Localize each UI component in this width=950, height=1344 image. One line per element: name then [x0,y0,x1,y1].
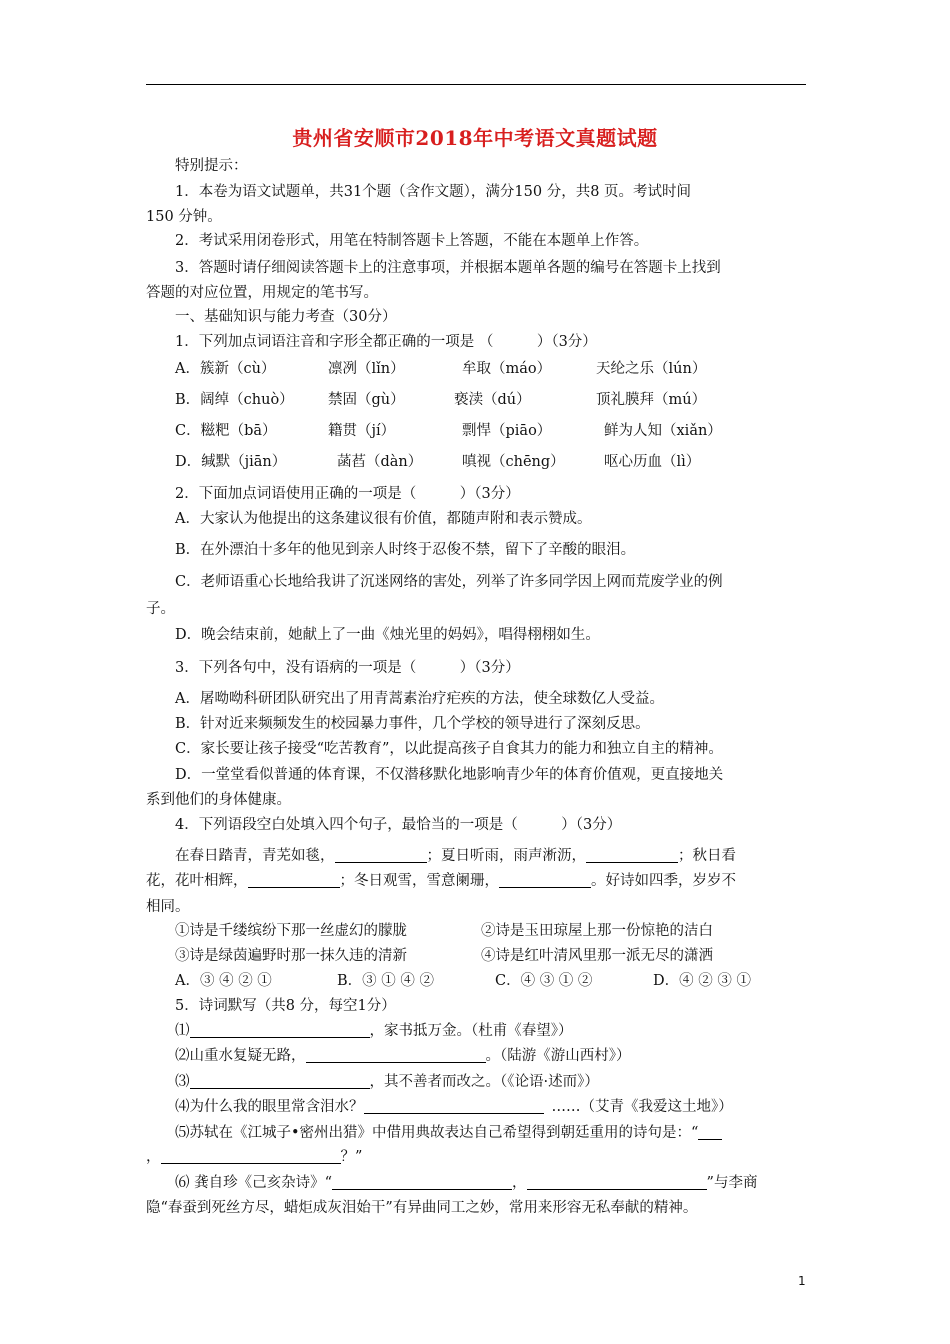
q3-option-d-1: D．一堂堂看似普通的体育课，不仅潜移默化地影响青少年的体育价值观，更直接地关 [175,767,724,783]
q5-line-3 [175,1073,599,1091]
notice-line-5: 答题的对应位置，用规定的笔书写。 [146,285,378,301]
answer-blank [190,1074,370,1089]
q5-number: ⑶ [175,1074,190,1090]
answer-blank [190,1023,370,1038]
q1-option-d-1: D．缄默（jiān） [175,454,287,470]
q1-option-b-1: B．阔绰（chuò） [175,392,294,408]
q1-option-c-1: C．糍粑（bā） [175,423,277,439]
q5-text: ，其不善者而改之。（《论语·述而》） [369,1074,599,1090]
q1-stem: 1．下列加点词语注音和字形全都正确的一项是 （ ）（3分） [175,334,597,350]
q1-option-d-2: 菡萏（dàn） [337,454,423,470]
answer-blank [306,1048,486,1063]
q2-option-d: D．晚会结束前，她献上了一曲《烛光里的妈妈》，唱得栩栩如生。 [175,627,600,643]
q1-option-c-4: 鲜为人知（xiǎn） [604,423,722,439]
q3-option-c: C．家长要让孩子接受“吃苦教育”，以此提高孩子自食其力的能力和独立自主的精神。 [175,741,723,757]
q1-option-a-2: 凛冽（lǐn） [328,361,405,377]
q4-sentence-2: ②诗是玉田琼屋上那一份惊艳的洁白 [481,923,713,939]
q3-option-b: B．针对近来频频发生的校园暴力事件，几个学校的领导进行了深刻反思。 [175,716,650,732]
q1-option-a-3: 牟取（máo） [462,361,552,377]
q1-option-a-1: A．簇新（cù） [175,361,276,377]
q2-option-a: A．大家认为他提出的这条建议很有价值，都随声附和表示赞成。 [175,511,592,527]
q5-line-2 [175,1047,631,1065]
q5-number: ⑴ [175,1023,190,1039]
q1-option-b-4: 顶礼膜拜（mú） [596,392,707,408]
q1-option-b-2: 禁固（gù） [328,392,405,408]
notice-line-2: 150 分钟。 [146,209,222,225]
notice-heading: 特别提示： [175,158,248,174]
q5-line-1 [175,1022,573,1040]
q4-text: ；夏日听雨，雨声淅沥， [426,848,586,864]
q3-option-a: A．屠呦呦科研团队研究出了用青蒿素治疗疟疾的方法，使全球数亿人受益。 [175,691,664,707]
q3-stem: 3．下列各句中，没有语病的一项是（ ）（3分） [175,660,520,676]
answer-blank [248,873,340,888]
answer-blank [335,848,427,863]
q4-option-c: C．④ ③ ① ② [495,973,593,989]
q4-text: 花，花叶相辉， [146,873,248,889]
answer-blank [527,1175,707,1190]
header-rule [146,84,806,85]
answer-blank [499,873,591,888]
q3-option-d-2: 系到他们的身体健康。 [146,792,291,808]
q1-option-b-3: 亵渎（dú） [454,392,531,408]
q4-sentence-1: ①诗是千缕缤纷下那一丝虚幻的朦胧 [175,923,407,939]
notice-line-4: 3．答题时请仔细阅读答题卡上的注意事项，并根据本题单各题的编号在答题卡上找到 [175,260,721,276]
q1-option-c-3: 剽悍（piāo） [462,423,552,439]
answer-blank [698,1125,722,1140]
q1-option-d-3: 嗔视（chēng） [462,454,565,470]
q5-text: ， [146,1149,161,1165]
q5-line-5-cont [146,1148,362,1166]
q1-option-c-2: 籍贯（jí） [328,423,396,439]
q5-text: ……（艾青《我爱这土地》） [551,1099,733,1115]
q4-text: 。好诗如四季，岁岁不 [591,873,736,889]
q5-line-6-cont: 隐“春蚕到死丝方尽，蜡炬成灰泪始干”有异曲同工之妙，常用来形容无私奉献的精神。 [146,1200,698,1216]
q5-text: ⑷为什么我的眼里常含泪水？ [175,1099,364,1115]
q5-line-5 [175,1124,722,1142]
q5-text: 。（陆游《游山西村》） [485,1048,631,1064]
q5-line-4 [175,1098,733,1116]
q5-text: ，家书抵万金。（杜甫《春望》） [369,1023,573,1039]
q5-text: ？” [340,1149,363,1165]
q5-line-6 [175,1174,757,1192]
q4-sentence-4: ④诗是红叶清风里那一派无尽的潇洒 [481,948,713,964]
q5-text: ⑵山重水复疑无路， [175,1048,306,1064]
q4-passage-line-3: 相同。 [146,899,190,915]
q5-text: ⑹ 龚自珍《己亥杂诗》“ [175,1175,333,1191]
q2-option-c-2: 子。 [146,601,175,617]
page-number: 1 [798,1274,806,1288]
notice-line-1: 1．本卷为语文试题单，共31个题（含作文题），满分150 分，共8 页。考试时间 [175,184,692,200]
q5-stem: 5．诗词默写（共8 分，每空1分） [175,998,396,1014]
q4-sentence-3: ③诗是绿茵遍野时那一抹久违的清新 [175,948,407,964]
q4-option-b: B．③ ① ④ ② [337,973,434,989]
q4-option-d: D．④ ② ③ ① [653,973,751,989]
q2-stem: 2．下面加点词语使用正确的一项是（ ）（3分） [175,486,520,502]
q4-text: ；秋日看 [678,848,736,864]
q1-option-a-4: 天纶之乐（lún） [596,361,707,377]
answer-blank [586,848,678,863]
q5-text: ”与李商 [706,1175,758,1191]
q4-stem: 4．下列语段空白处填入四个句子，最恰当的一项是（ ）（3分） [175,817,622,833]
q5-text: ， [512,1175,527,1191]
answer-blank [161,1149,341,1164]
answer-blank [332,1175,512,1190]
q4-passage-line-2 [146,872,736,890]
q4-text: ；冬日观雪，雪意阑珊， [339,873,499,889]
q4-passage-line-1 [175,847,736,865]
q2-option-b: B．在外漂泊十多年的他见到亲人时终于忍俊不禁，留下了辛酸的眼泪。 [175,542,636,558]
q4-option-a: A．③ ④ ② ① [175,973,272,989]
notice-line-3: 2．考试采用闭卷形式，用笔在特制答题卡上答题，不能在本题单上作答。 [175,233,649,249]
q4-text: 在春日踏青，青芜如毯， [175,848,335,864]
q2-option-c-1: C．老师语重心长地给我讲了沉迷网络的害处，列举了许多同学因上网而荒废学业的例 [175,574,723,590]
page-title: 贵州省安顺市2018年中考语文真题试题 [292,126,658,150]
q1-option-d-4: 呕心历血（lì） [604,454,701,470]
answer-blank [364,1099,544,1114]
section-heading: 一、基础知识与能力考查（30分） [175,309,397,325]
q5-text: ⑸苏轼在《江城子•密州出猎》中借用典故表达自己希望得到朝廷重用的诗句是：“ [175,1125,699,1141]
